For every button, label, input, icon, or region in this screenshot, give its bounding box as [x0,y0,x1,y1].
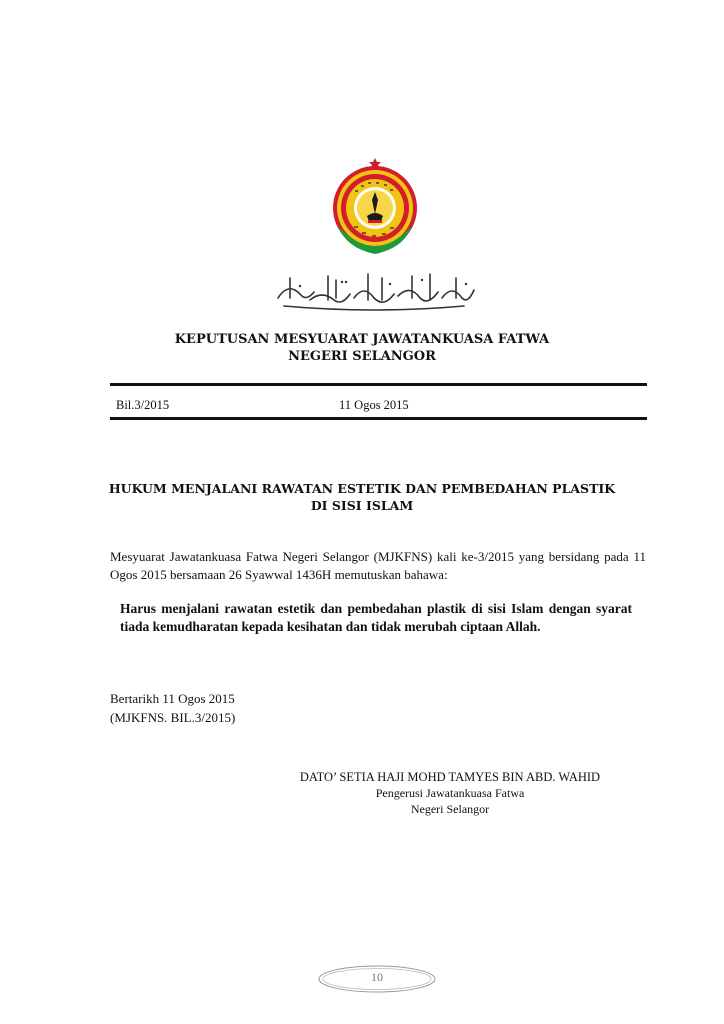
subject-heading [0,480,724,514]
bottom-divider [110,417,647,420]
decision-paragraph: Harus menjalani rawatan estetik dan pembedahan plastik di sisi Islam dengan syarat tiada kemudharatan kepada kesihatan dan tidak merubah ciptaan Allah. [120,601,632,634]
top-divider [110,383,647,386]
document-title [0,331,724,365]
meeting-date: 11 Ogos 2015 [339,398,409,412]
subject-heading-line1: HUKUM MENJALANI RAWATAN ESTETIK DAN PEMBEDAHAN PLASTIK [108,481,616,496]
reference-code: (MJKFNS. BIL.3/2015) [110,710,236,725]
dated-line: Bertarikh 11 Ogos 2015 [110,691,235,706]
subject-heading-line2: DI SISI ISLAM [310,498,414,513]
intro-paragraph: Mesyuarat Jawatankuasa Fatwa Negeri Selangor (MJKFNS) kali ke-3/2015 yang bersidang pada 11 Ogos 2015 bersamaan 26 Syawwal 1436H memutuskan bahawa: [110,549,646,582]
document-title-line1: KEPUTUSAN MESYUARAT JAWATANKUASA FATWA [174,332,550,347]
signatory-role-line1: Pengerusi Jawatankuasa Fatwa [375,786,525,800]
signatory-name: DATO’ SETIA HAJI MOHD TAMYES BIN ABD. WAHID [299,770,601,784]
page-number: 10 [371,970,383,984]
document-title-line2: NEGERI SELANGOR [288,349,436,364]
bil-number: Bil.3/2015 [116,398,170,412]
signatory-role-line2: Negeri Selangor [410,802,490,816]
jawi-calligraphy-logo-icon [270,268,480,312]
selangor-mufti-emblem-icon [328,156,422,260]
